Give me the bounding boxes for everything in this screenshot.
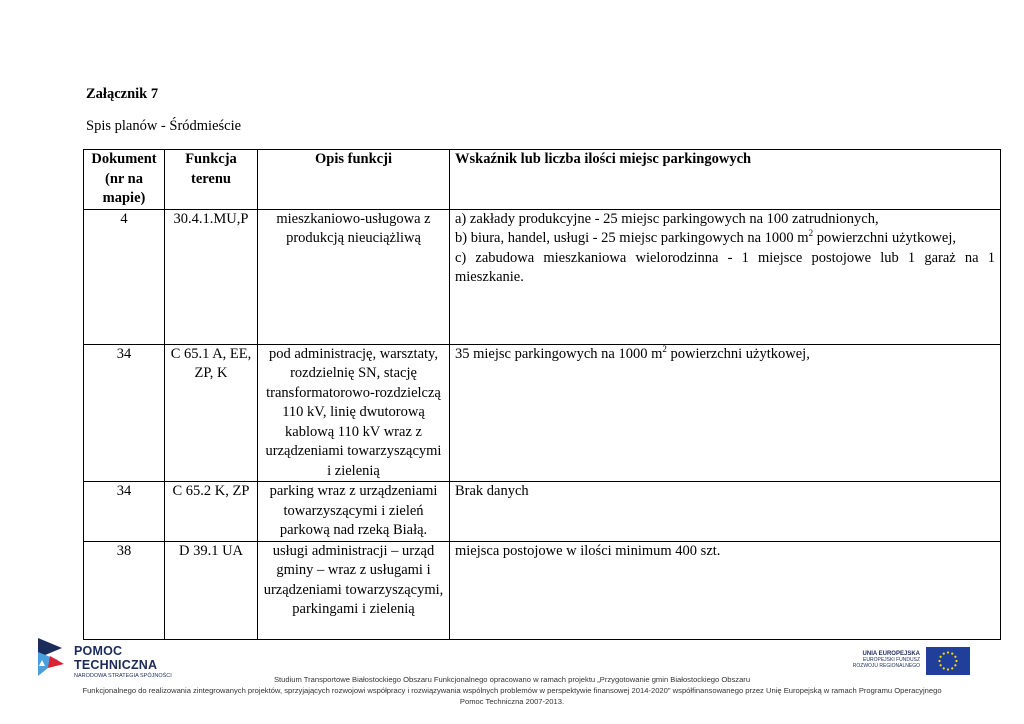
eu-logo-line2: EUROPEJSKI FUNDUSZ xyxy=(863,657,920,663)
cell-indicator xyxy=(450,344,1001,482)
eu-logo xyxy=(846,647,970,675)
cell-document: 38 xyxy=(84,541,165,639)
cell-function: C 65.1 A, EE, ZP, K xyxy=(165,344,258,482)
eu-logo-line3: ROZWOJU REGIONALNEGO xyxy=(852,663,920,669)
cell-document: 4 xyxy=(84,209,165,344)
column-header-function: Funkcja terenu xyxy=(165,150,258,210)
pomoc-techniczna-logo xyxy=(36,634,206,678)
table-row xyxy=(84,344,1001,482)
logo-left-subtitle: NARODOWA STRATEGIA SPÓJNOŚCI xyxy=(74,673,172,679)
annex-title: Załącznik 7 xyxy=(86,86,159,102)
eu-flag-icon xyxy=(926,647,970,675)
footer-line1: Studium Transportowe Białostockiego Obszaru Funkcjonalnego opracowano w ramach projektu „Przygotowanie gmin Białostockiego Obszaru xyxy=(273,675,751,684)
eu-logo-line1: UNIA EUROPEJSKA xyxy=(862,651,920,657)
column-header-indicator: Wskaźnik lub liczba ilości miejsc parkingowych xyxy=(450,150,1001,210)
cell-function: 30.4.1.MU,P xyxy=(165,209,258,344)
table-row xyxy=(84,482,1001,542)
cell-document: 34 xyxy=(84,344,165,482)
superscript: 2 xyxy=(662,343,667,354)
column-header-description: Opis funkcji xyxy=(258,150,450,210)
pomoc-techniczna-emblem-icon xyxy=(36,634,70,678)
superscript: 2 xyxy=(808,228,814,238)
indicator-item-a: a) zakłady produkcyjne - 25 miejsc parkingowych na 100 zatrudnionych, xyxy=(455,210,879,227)
table-row xyxy=(84,209,1001,344)
cell-description: parking wraz z urządzeniami towarzyszącymi i zieleń parkową nad rzeką Białą. xyxy=(258,482,450,542)
table-header-row xyxy=(84,150,1001,210)
table-row xyxy=(84,541,1001,639)
cell-indicator: miejsca postojowe w ilości minimum 400 szt. xyxy=(450,541,1001,639)
indicator-text: 35 miejsc parkingowych na 1000 m xyxy=(455,345,663,362)
page-subtitle: Spis planów - Śródmieście xyxy=(86,118,242,134)
cell-indicator xyxy=(450,209,1001,344)
cell-description: usługi administracji – urząd gminy – wraz z usługami i urządzeniami towarzyszącymi, parkingami i zielenią xyxy=(258,541,450,639)
indicator-item-b xyxy=(455,229,995,249)
cell-description: mieszkaniowo-usługowa z produkcją nieuciążliwą xyxy=(258,209,450,344)
plans-table xyxy=(83,149,1001,640)
cell-function: D 39.1 UA xyxy=(165,541,258,639)
cell-function: C 65.2 K, ZP xyxy=(165,482,258,542)
footer-line3: Pomoc Techniczna 2007-2013. xyxy=(459,697,565,706)
indicator-unit: powierzchni użytkowej, xyxy=(666,345,810,362)
column-header-document: Dokument (nr na mapie) xyxy=(84,150,165,210)
cell-indicator: Brak danych xyxy=(450,482,1001,542)
footer-text xyxy=(40,674,984,707)
footer-line2: Funkcjonalnego do realizowania zintegrowanych projektów, sprzyjających rozwojowi współpracy i rozwiązywania wspólnych problemów w perspektywie finansowej 2014-2020" współfinansowanego przez Unię Europejską w ramach Programu Operacyjnego xyxy=(82,686,942,695)
indicator-item-c: c) zabudowa mieszkaniowa wielorodzinna - 1 miejsce postojowe lub 1 garaż na 1 mieszkanie. xyxy=(455,249,995,285)
logo-left-name: POMOC TECHNICZNA xyxy=(74,644,158,672)
indicator-b-text: b) biura, handel, usługi - 25 miejsc parkingowych na 1000 m xyxy=(455,230,809,246)
indicator-b-unit: powierzchni użytkowej, xyxy=(813,230,957,246)
cell-document: 34 xyxy=(84,482,165,542)
cell-description: pod administrację, warsztaty, rozdzielnię SN, stację transformatorowo-rozdzielczą 110 kV, linię dwutorową kablową 110 kV wraz z urządzeniami towarzyszącymi i zielenią xyxy=(258,344,450,482)
